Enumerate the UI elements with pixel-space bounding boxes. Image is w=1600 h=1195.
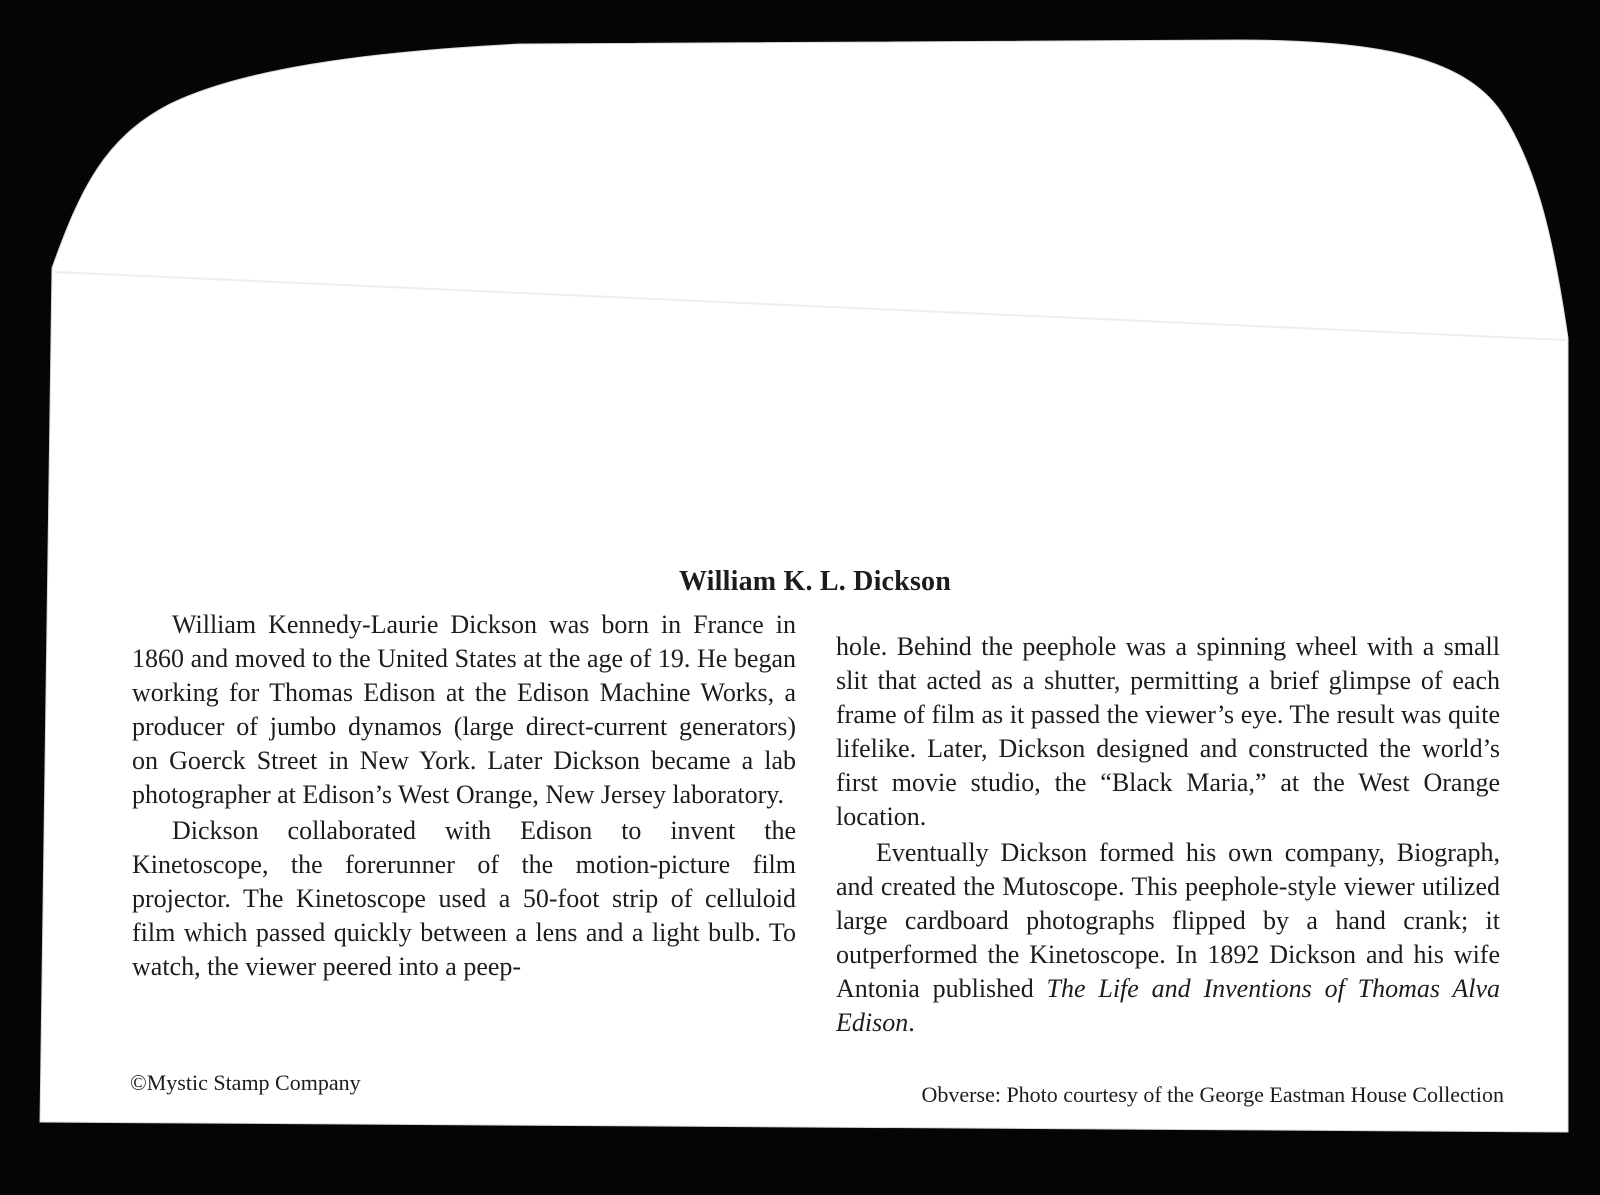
text-column-right (836, 630, 1500, 1042)
book-title: The Life and Inventions of Thomas Alva Edison (836, 974, 1500, 1037)
copyright-notice: ©Mystic Stamp Company (130, 1070, 361, 1095)
paragraph-biograph (836, 836, 1500, 1040)
photo-credit: Obverse: Photo courtesy of the George Eastman House Collection (921, 1082, 1504, 1107)
paragraph-biograph-end: . (908, 1008, 915, 1037)
text-column-left (132, 608, 796, 986)
paragraph-kinetoscope-continued: hole. Behind the peephole was a spinning wheel with a small slit that acted as a shutter, permitting a brief glimpse of each frame of film as it passed the viewer’s eye. The result was quite lifelike. Later, Dickson designed and constructed the world’s first movie studio, the “Black Maria,” at the West Orange location. (836, 632, 1500, 831)
paragraph-biograph-text: Eventually Dickson formed his own company, Biograph, and created the Mutoscope. This peephole-style viewer utilized large cardboard photographs flipped by a hand crank; it outperformed the Kinetoscope. In 1892 Dickson and his wife Antonia published (836, 838, 1500, 1003)
paragraph-biography: William Kennedy-Laurie Dickson was born in France in 1860 and moved to the United States at the age of 19. He began working for Thomas Edison at the Edison Machine Works, a producer of jumbo dynamos (large direct-current generators) on Goerck Street in New York. Later Dickson became a lab photographer at Edison’s West Orange, New Jersey laboratory. (132, 610, 796, 809)
paragraph-kinetoscope: Dickson collaborated with Edison to invent the Kinetoscope, the forerunner of the motion-picture film projector. The Kinetoscope used a 50-foot strip of celluloid film which passed quickly between a lens and a light bulb. To watch, the viewer peered into a peep- (132, 816, 796, 981)
document-title: William K. L. Dickson (678, 566, 952, 597)
